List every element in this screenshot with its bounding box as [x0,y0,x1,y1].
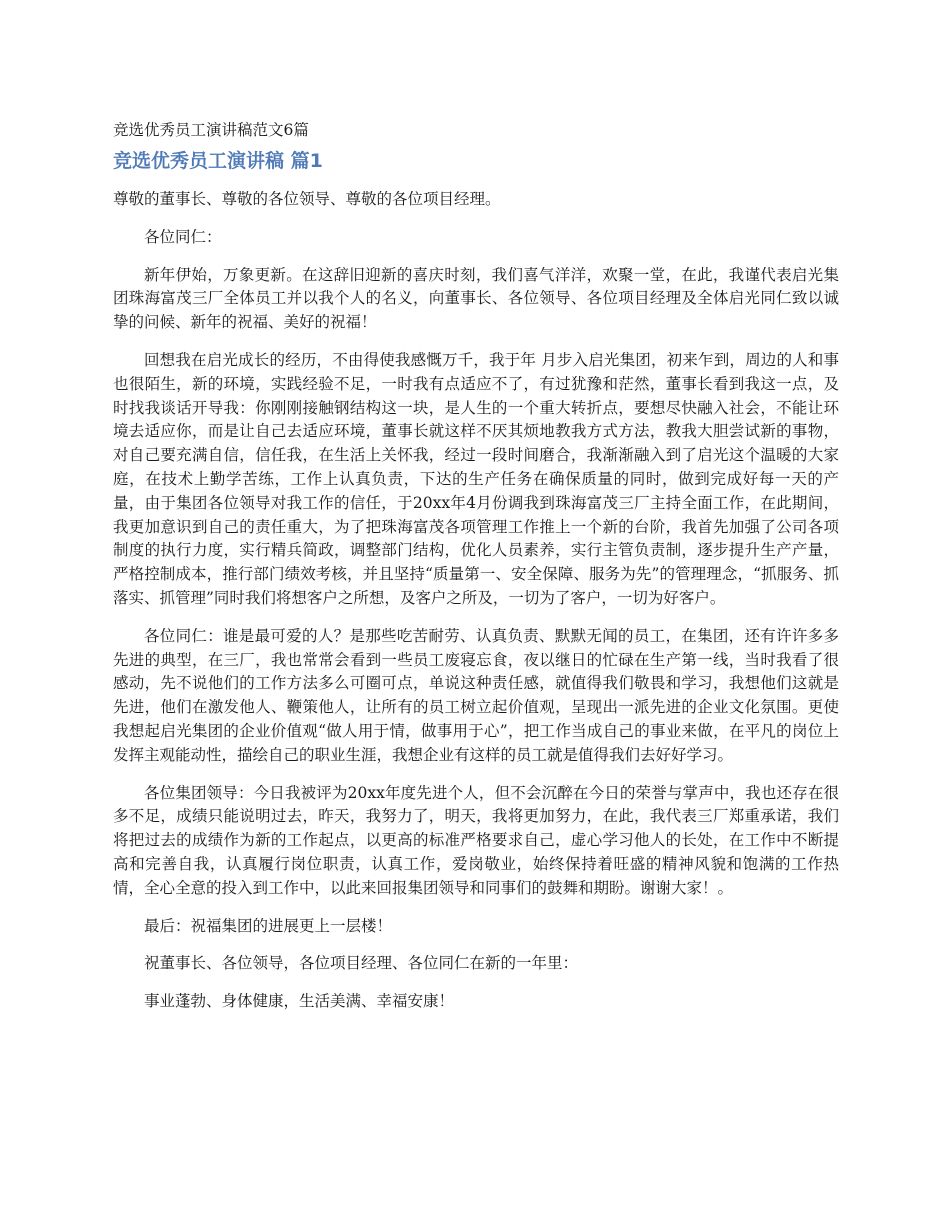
document-title: 竞选优秀员工演讲稿范文6篇 [113,121,309,139]
closing-line: 事业蓬勃、身体健康，生活美满、幸福安康！ [144,992,455,1011]
document-body [113,118,839,1028]
body-paragraph: 各位集团领导：今日我被评为20xx年度先进个人，但不会沉醉在今日的荣誉与掌声中，我也还存在很多不足，成绩只能说明过去，昨天，我努力了，明天，我将更加努力，在此，我代表三厂郑重承诺，我们将把过去的成绩作为新的工作起点，以更高的标准严格要求自己，虚心学习他人的长处，在工作中不断提高和完善自我，认真履行岗位职责，认真工作，爱岗敬业，始终保持着旺盛的精神风貌和饱满的工作热情，全心全意的投入到工作中，以此来回报集团领导和同事们的鼓舞和期盼。谢谢大家！。 [113,783,839,897]
closing-line: 祝董事长、各位领导，各位项目经理、各位同仁在新的一年里： [144,954,579,973]
greeting-colleagues: 各位同仁： [144,227,222,246]
body-paragraph: 各位同仁：谁是最可爱的人？是那些吃苦耐劳、认真负责、默默无闻的员工，在集团，还有许许多多先进的典型，在三厂，我也常常会看到一些员工废寝忘食，夜以继日的忙碌在生产第一线，当时我看了很感动，先不说他们的工作方法多么可圈可点，单说这种责任感，就值得我们敬畏和学习，我想他们这就是先进，他们在激发他人、鞭策他人，让所有的员工树立起价值观，呈现出一派先进的企业文化氛围。更使我想起启光集团的企业价值观“做人用于情，做事用于心”，把工作当成自己的事业来做，在平凡的岗位上发挥主观能动性，描绘自己的职业生涯，我想企业有这样的员工就是值得我们去好好学习。 [113,626,839,764]
body-paragraph: 新年伊始，万象更新。在这辞旧迎新的喜庆时刻，我们喜气洋洋，欢聚一堂，在此，我谨代表启光集团珠海富茂三厂全体员工并以我个人的名义，向董事长、各位领导、各位项目经理及全体启光同仁致以诚挚的问候、新年的祝福、美好的祝福！ [113,265,839,332]
body-paragraph: 回想我在启光成长的经历，不由得使我感慨万千，我于年 月步入启光集团，初来乍到，周边的人和事也很陌生，新的环境，实践经验不足，一时我有点适应不了，有过犹豫和茫然，董事长看到我这一点，及时找我谈话开导我：你刚刚接触钢结构这一块，是人生的一个重大转折点，要想尽快融入社会，不能让环境去适应你，而是让自己去适应环境，董事长就这样不厌其烦地教我方式方法，教我大胆尝试新的事物，对自己要充满自信，信任我，在生活上关怀我，经过一段时间磨合，我渐渐融入到了启光这个温暖的大家庭，在技术上勤学苦练，工作上认真负责，下达的生产任务在确保质量的同时，做到完成好每一天的产量，由于集团各位领导对我工作的信任，于20xx年4月份调我到珠海富茂三厂主持全面工作，在此期间，我更加意识到自己的责任重大，为了把珠海富茂各项管理工作推上一个新的台阶，我首先加强了公司各项制度的执行力度，实行精兵简政，调整部门结构，优化人员素养，实行主管负责制，逐步提升生产产量，严格控制成本，推行部门绩效考核，并且坚持“质量第一、安全保障、服务为先”的管理理念，“抓服务、抓落实、抓管理”同时我们将想客户之所想，及客户之所及，一切为了客户，一切为好客户。 [113,350,839,607]
closing-line: 最后：祝福集团的进展更上一层楼！ [144,916,393,935]
opening-salutation: 尊敬的董事长、尊敬的各位领导、尊敬的各位项目经理。 [113,190,501,208]
section-heading: 竞选优秀员工演讲稿 篇1 [113,150,323,172]
